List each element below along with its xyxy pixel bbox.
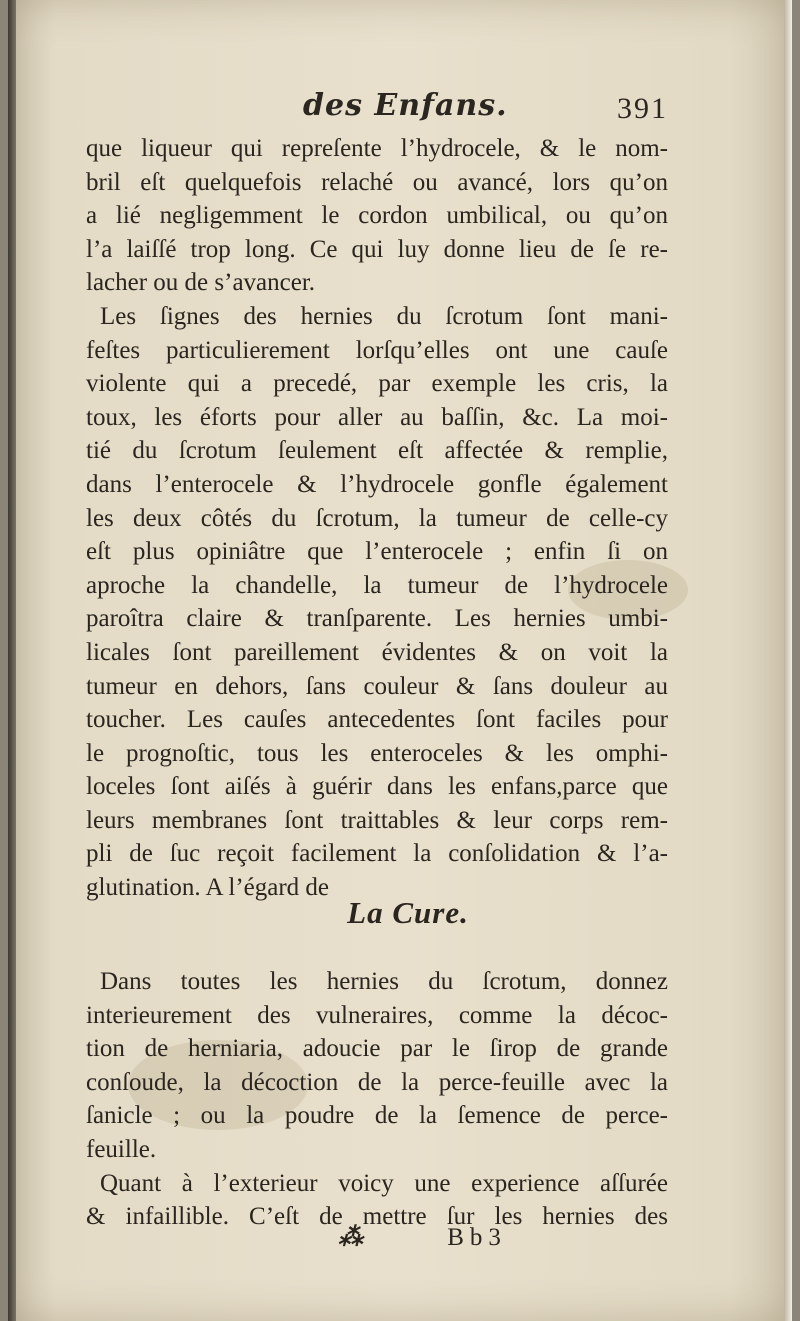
text-line: tion de herniaria, adoucie par le ſirop de grande [86, 1035, 668, 1063]
text-line: feſtes particulierement lorſqu’elles ont une cauſe [86, 336, 668, 364]
section-heading: La Cure. [347, 895, 469, 930]
page-header [78, 88, 668, 132]
text-line: pli de ſuc reçoit facilement la conſolidation & l’a- [86, 840, 668, 868]
page-outer-edge [784, 0, 792, 1321]
signature-mark: Bb3 [447, 1224, 507, 1251]
text-line: tié du ſcrotum ſeulement eſt affectée & remplie, [86, 437, 668, 465]
text-line: lacher ou de s’avancer. [86, 269, 316, 297]
text-line: toux, les éforts pour aller au baſſin, &c. La moi- [86, 403, 668, 431]
text-line: bril eſt quelquefois relaché ou avancé, lors qu’on [86, 168, 668, 196]
text-line: les deux côtés du ſcrotum, la tumeur de celle-cy [86, 504, 668, 532]
page-footer [338, 1222, 538, 1252]
text-line: violente qui a precedé, par exemple les cris, la [86, 370, 668, 398]
text-line: eſt plus opiniâtre que l’enterocele ; enfin ſi on [86, 538, 668, 566]
text-line: toucher. Les cauſes antecedentes ſont faciles pour [86, 706, 668, 734]
text-line: leurs membranes ſont traittables & leur corps rem- [86, 806, 668, 834]
text-line: licales ſont pareillement évidentes & on voit la [86, 638, 668, 666]
text-line: aproche la chandelle, la tumeur de l’hydrocele [86, 571, 668, 599]
text-line: l’a laiſſé trop long. Ce qui luy donne lieu de ſe re- [86, 235, 668, 263]
text-block-upper [86, 132, 668, 905]
text-line: Dans toutes les hernies du ſcrotum, donnez [100, 968, 668, 995]
book-page [8, 0, 792, 1321]
text-line: a lié negligemment le cordon umbilical, ou qu’on [86, 202, 668, 230]
running-head: des Enfans. [303, 88, 508, 123]
text-line: tumeur en dehors, ſans couleur & ſans douleur au [86, 672, 668, 700]
page-binding-shadow [8, 0, 16, 1321]
text-line: conſoude, la décoction de la perce-feuille avec la [86, 1068, 668, 1096]
text-line: Quant à l’exterieur voicy une experience aſſurée [100, 1169, 668, 1197]
text-line: le prognoſtic, tous les enteroceles & les omphi- [86, 739, 668, 767]
text-line: dans l’enterocele & l’hydrocele gonfle également [86, 470, 668, 498]
text-line: paroîtra claire & tranſparente. Les hernies umbi- [86, 605, 668, 633]
ink-mark-icon: ⁂ [338, 1224, 363, 1251]
text-line: & infaillible. C’eſt de mettre ſur les hernies des [86, 1203, 668, 1231]
text-line: glutination. A l’égard de [86, 874, 330, 902]
text-line: ſanicle ; ou la poudre de la ſemence de perce- [86, 1102, 668, 1130]
text-block-lower [86, 965, 668, 1234]
text-line: que liqueur qui repreſente l’hydrocele, & le nom- [86, 135, 668, 162]
text-line: Les ſignes des hernies du ſcrotum ſont mani- [100, 302, 668, 330]
text-line: feuille. [86, 1135, 157, 1163]
text-line: loceles ſont aiſés à guérir dans les enfans,parce que [86, 773, 668, 801]
text-line: interieurement des vulneraires, comme la décoc- [86, 1001, 668, 1029]
page-number: 391 [617, 92, 668, 125]
